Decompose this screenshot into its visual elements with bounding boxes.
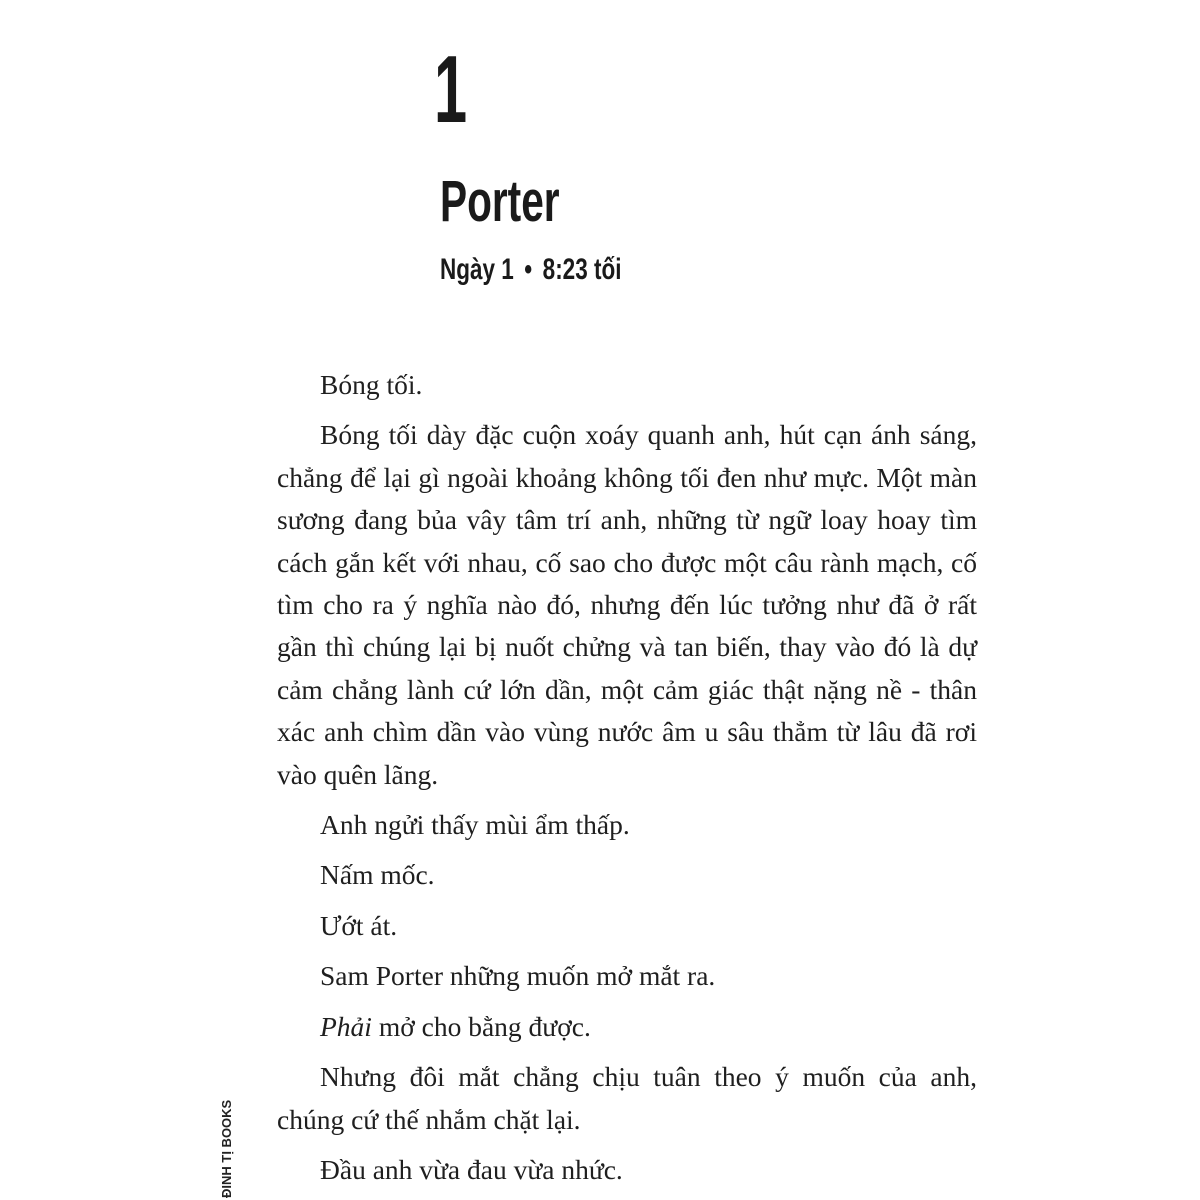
publisher-mark	[218, 1099, 238, 1198]
chapter-number: 1	[434, 36, 468, 143]
paragraph: Anh ngửi thấy mùi ẩm thấp.	[320, 809, 630, 841]
meta-separator: •	[524, 253, 533, 286]
paragraph: Nấm mốc.	[320, 859, 435, 891]
paragraph: Nhưng đôi mắt chẳng chịu tuân theo ý muốn của anh, chúng cứ thế nhắm chặt lại.	[277, 1061, 977, 1135]
paragraph: Sam Porter những muốn mở mắt ra.	[320, 960, 716, 992]
paragraph: Đầu anh vừa đau vừa nhức.	[320, 1153, 623, 1185]
publisher-mark-text: ĐINH TỊ BOOKS	[219, 1099, 234, 1198]
paragraph: Ướt át.	[320, 909, 398, 941]
emphasis-word: Phải	[320, 1010, 372, 1042]
chapter-meta	[440, 250, 621, 290]
paragraph-text: mở cho bằng được.	[371, 1010, 591, 1042]
chapter-day: Ngày 1	[440, 253, 514, 286]
chapter-body	[277, 364, 977, 1199]
chapter-time: 8:23 tối	[542, 253, 622, 286]
paragraph: Bóng tối dày đặc cuộn xoáy quanh anh, hút cạn ánh sáng, chẳng để lại gì ngoài khoảng không tối đen như mực. Một màn sương đang bủa vây tâm trí anh, những từ ngữ loay hoay tìm cách gắn kết với nhau, cố sao cho được một câu rành mạch, cố tìm cho ra ý nghĩa nào đó, nhưng đến lúc tưởng như đã ở rất gần thì chúng lại bị nuốt chửng và tan biến, thay vào đó là dự cảm chẳng lành cứ lớn dần, một cảm giác thật nặng nề - thân xác anh chìm dần vào vùng nước âm u sâu thẳm từ lâu đã rơi vào quên lãng.	[277, 419, 977, 790]
paragraph: Bóng tối.	[320, 369, 423, 400]
chapter-title: Porter	[440, 169, 560, 234]
paragraph	[277, 1006, 977, 1048]
